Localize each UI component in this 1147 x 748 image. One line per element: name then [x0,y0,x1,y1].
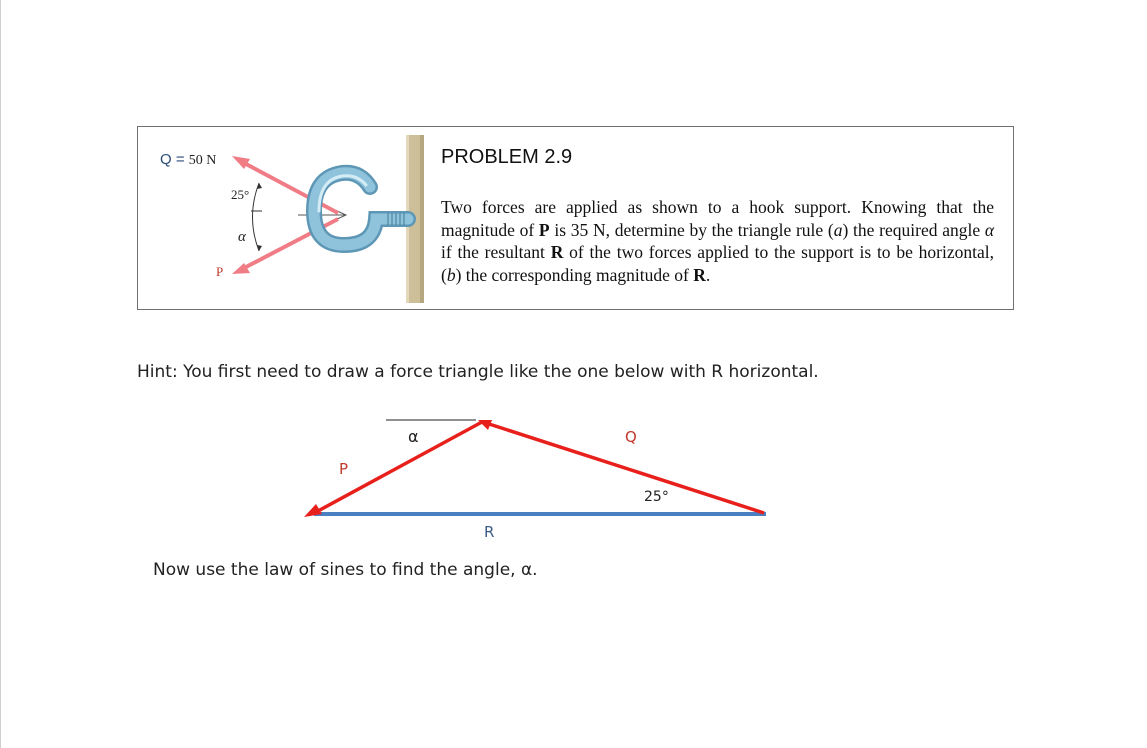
page-edge [0,0,1,748]
triangle-angle-label: 25° [644,489,669,505]
problem-title: PROBLEM 2.9 [441,146,573,168]
triangle-alpha-label: α [408,427,419,446]
triangle-r-label: R [484,523,495,541]
footer-text: Now use the law of sines to find the angle, α. [153,560,538,580]
hint-text: Hint: You first need to draw a force triangle like the one below with R horizontal. [137,362,819,382]
triangle-q-label: Q [625,428,637,446]
q-label: Q = 50 N [160,151,217,168]
figure-alpha-label: α [238,229,246,245]
triangle-p-label: P [339,460,349,478]
figure-p-label: P [216,264,224,279]
figure-angle-label: 25° [231,187,250,202]
problem-box [137,126,1014,310]
force-triangle [290,410,780,530]
problem-text: Two forces are applied as shown to a hook support. Knowing that the magnitude of P is 35 N, determine by the triangle rule (a) the required angle α if the resultant R of the two forces applied to the support is to be horizontal, (b) the corresponding magnitude of R. [441,197,995,285]
angle-arc [253,183,260,251]
